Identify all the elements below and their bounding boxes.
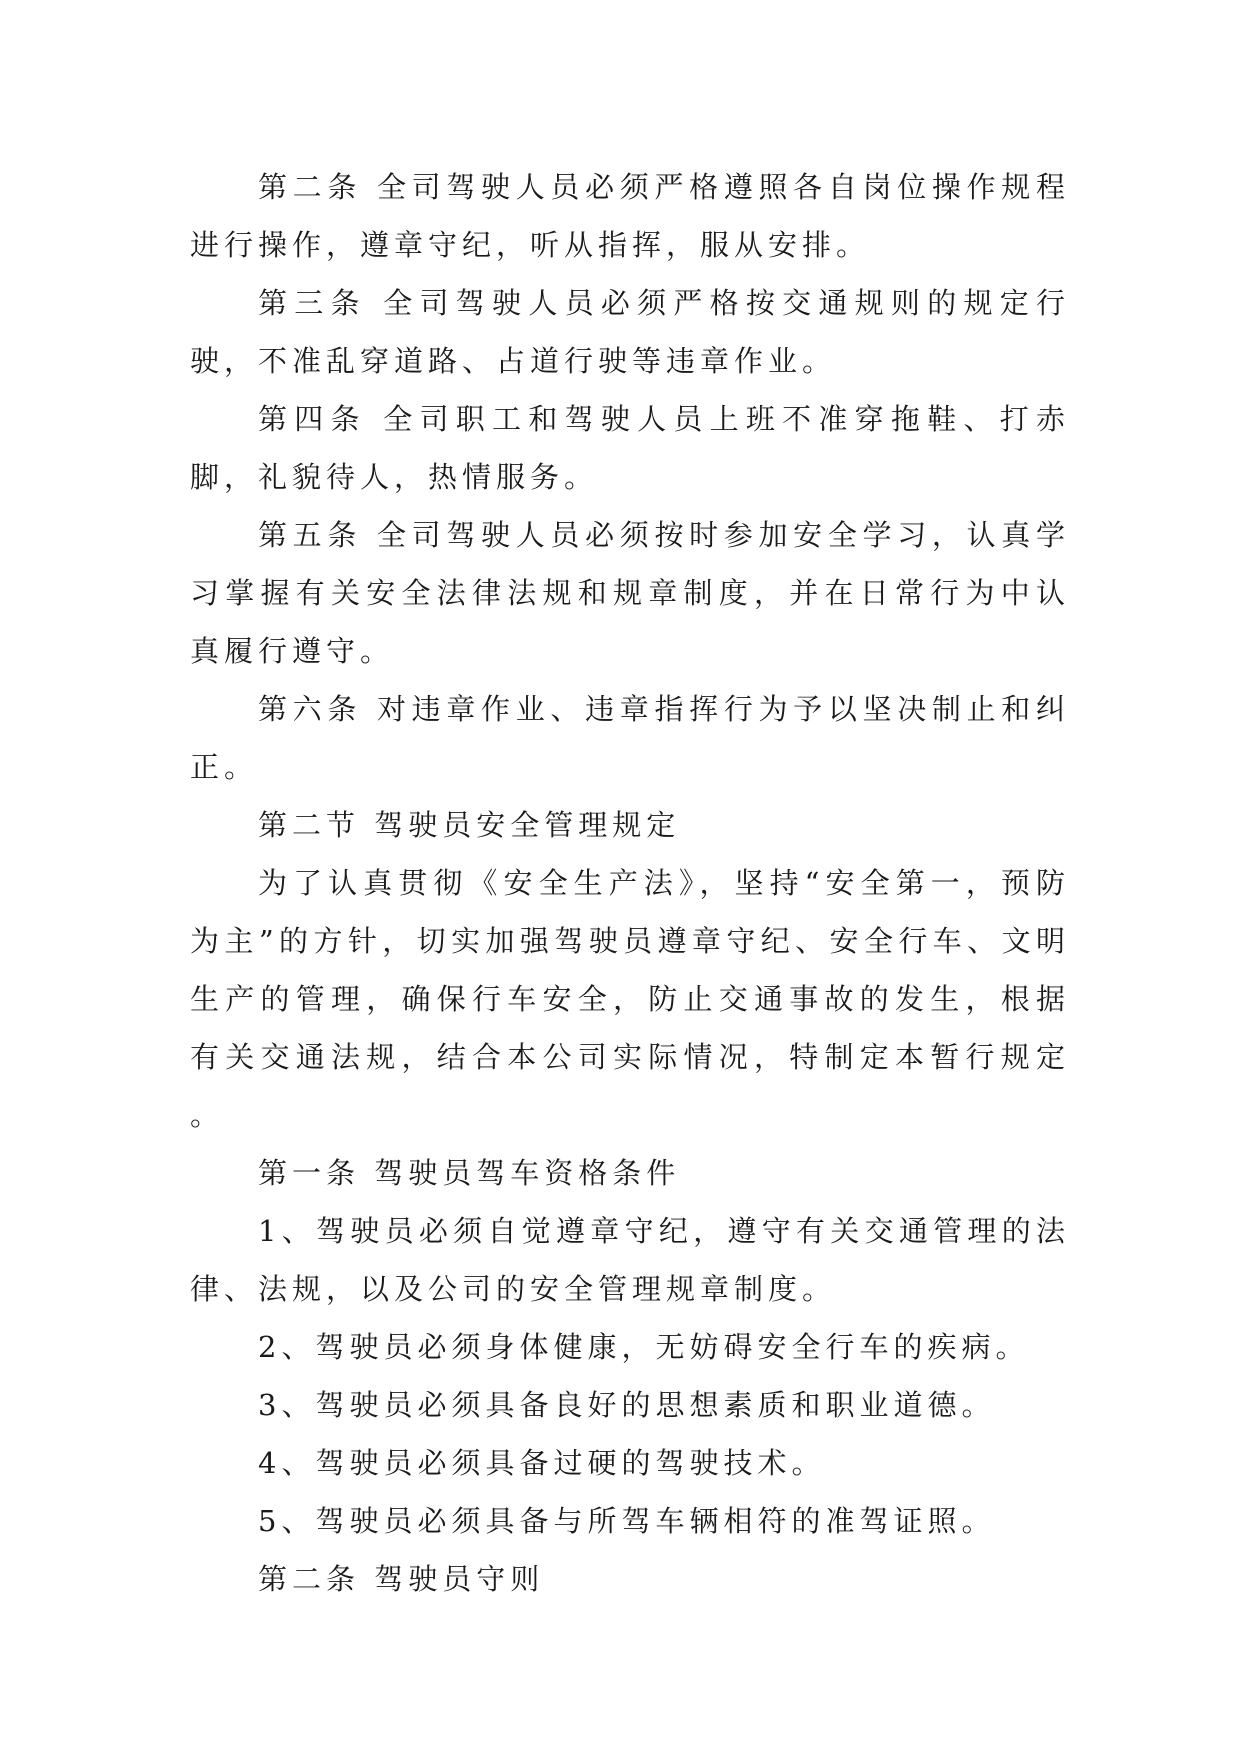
paragraph-article-4-dress-conduct: 第四条 全司职工和驾驶人员上班不准穿拖鞋、打赤脚，礼貌待人，热情服务。 — [190, 402, 1070, 494]
document-body — [190, 158, 1070, 1608]
list-item-qualification-1: 1、驾驶员必须自觉遵章守纪，遵守有关交通管理的法律、法规，以及公司的安全管理规章制度。 — [190, 1214, 1070, 1306]
paragraph-article-2-driver-code: 第二条 驾驶员守则 — [258, 1562, 545, 1596]
paragraph-article-2-compliance: 第二条 全司驾驶人员必须严格遵照各自岗位操作规程进行操作，遵章守纪，听从指挥，服从安排。 — [190, 170, 1070, 262]
list-item-qualification-3: 3、驾驶员必须具备良好的思想素质和职业道德。 — [258, 1388, 996, 1422]
paragraph-article-3-traffic-rules: 第三条 全司驾驶人员必须严格按交通规则的规定行驶，不准乱穿道路、占道行驶等违章作业。 — [190, 286, 1070, 378]
paragraph-article-1-qualifications: 第一条 驾驶员驾车资格条件 — [258, 1156, 681, 1190]
paragraph-preamble: 为了认真贯彻《安全生产法》，坚持“安全第一，预防为主”的方针，切实加强驾驶员遵章守纪、安全行车、文明生产的管理，确保行车安全，防止交通事故的发生，根据有关交通法规，结合本公司实际情况，特制定本暂行规定 。 — [190, 866, 1070, 1132]
paragraph-article-5-safety-study: 第五条 全司驾驶人员必须按时参加安全学习，认真学习掌握有关安全法律法规和规章制度，并在日常行为中认真履行遵守。 — [190, 518, 1070, 668]
list-item-qualification-4: 4、驾驶员必须具备过硬的驾驶技术。 — [258, 1446, 826, 1480]
section-heading-driver-safety: 第二节 驾驶员安全管理规定 — [258, 808, 681, 842]
paragraph-article-6-violations: 第六条 对违章作业、违章指挥行为予以坚决制止和纠正。 — [190, 692, 1070, 784]
list-item-qualification-2: 2、驾驶员必须身体健康，无妨碍安全行车的疾病。 — [258, 1330, 1030, 1364]
list-item-qualification-5: 5、驾驶员必须具备与所驾车辆相符的准驾证照。 — [258, 1504, 996, 1538]
